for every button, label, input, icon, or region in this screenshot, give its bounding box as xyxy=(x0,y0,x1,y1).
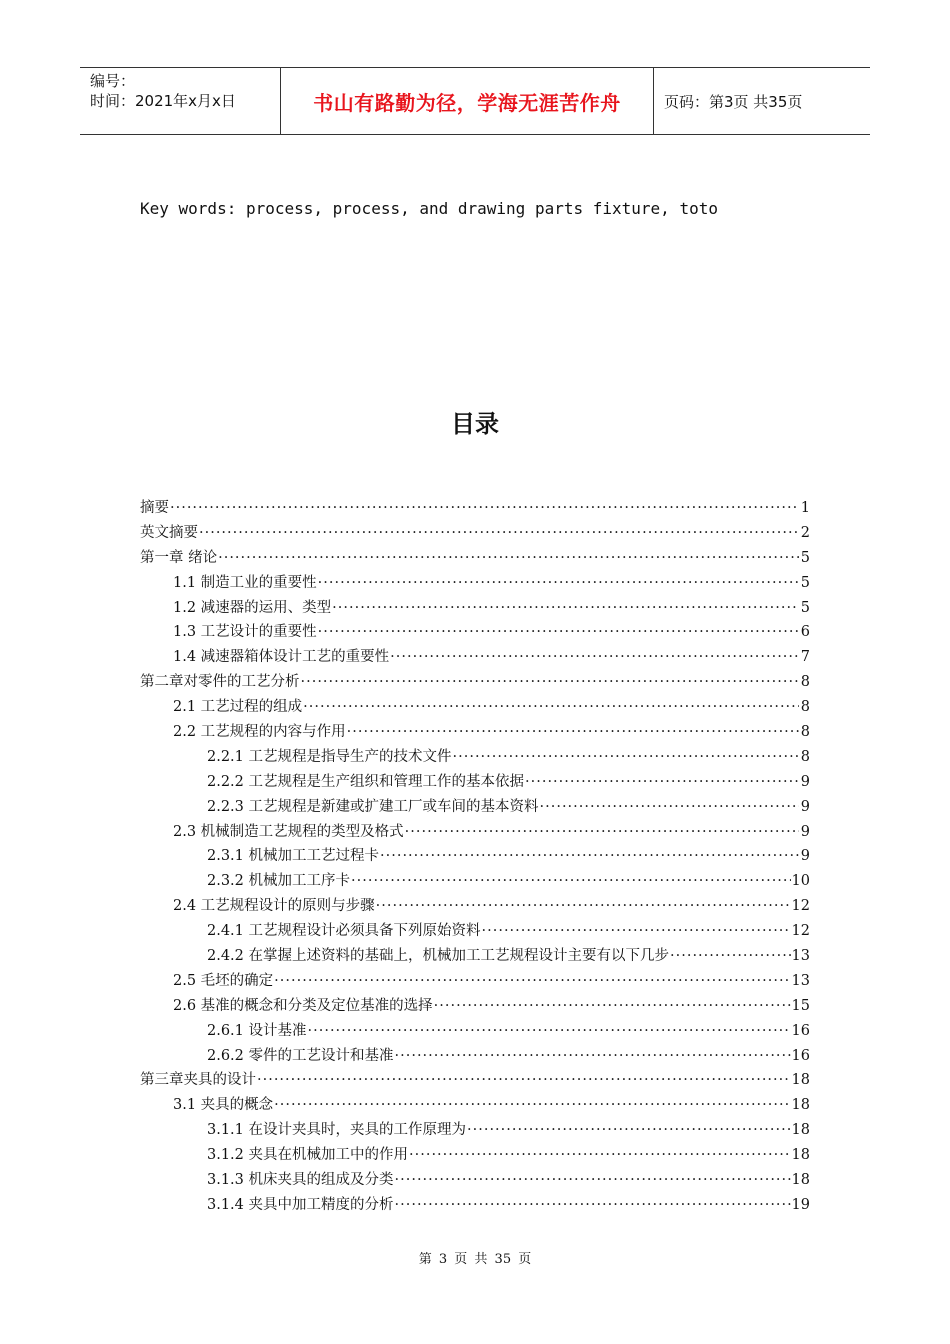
toc-entry-label: 3.1 夹具的概念 xyxy=(173,1097,274,1114)
toc-entry-page: 18 xyxy=(791,1122,810,1139)
toc-leader-dots xyxy=(467,1118,791,1143)
table-of-contents xyxy=(140,496,810,1218)
toc-entry[interactable] xyxy=(140,820,810,845)
toc-entry[interactable] xyxy=(140,944,810,969)
toc-entry-page: 12 xyxy=(791,923,810,940)
toc-leader-dots xyxy=(482,919,791,944)
toc-leader-dots xyxy=(318,571,799,596)
toc-entry-label: 3.1.2 夹具在机械加工中的作用 xyxy=(207,1147,409,1164)
toc-leader-dots xyxy=(257,1068,791,1093)
toc-entry-page: 9 xyxy=(800,798,810,815)
toc-entry-page: 9 xyxy=(800,773,810,790)
toc-leader-dots xyxy=(301,670,800,695)
toc-entry-label: 2.6.1 设计基准 xyxy=(207,1022,307,1039)
toc-entry[interactable] xyxy=(140,1168,810,1193)
toc-entry[interactable] xyxy=(140,1019,810,1044)
toc-entry-page: 5 xyxy=(800,549,810,566)
toc-entry-label: 2.5 毛坯的确定 xyxy=(173,972,274,989)
toc-leader-dots xyxy=(395,1193,791,1218)
toc-entry-page: 13 xyxy=(791,948,810,965)
toc-entry[interactable] xyxy=(140,745,810,770)
toc-entry-label: 2.6.2 零件的工艺设计和基准 xyxy=(207,1047,394,1064)
toc-entry[interactable] xyxy=(140,1143,810,1168)
toc-entry[interactable] xyxy=(140,596,810,621)
toc-entry[interactable] xyxy=(140,521,810,546)
header-meta xyxy=(80,68,281,134)
toc-entry-label: 3.1.1 在设计夹具时，夹具的工作原理为 xyxy=(207,1122,467,1139)
toc-entry-page: 16 xyxy=(791,1047,810,1064)
header-motto: 书山有路勤为径，学海无涯苦作舟 xyxy=(281,68,654,134)
toc-entry[interactable] xyxy=(140,795,810,820)
toc-entry-label: 3.1.3 机床夹具的组成及分类 xyxy=(207,1172,394,1189)
toc-leader-dots xyxy=(405,820,799,845)
toc-entry[interactable] xyxy=(140,670,810,695)
toc-entry-label: 第三章夹具的设计 xyxy=(140,1072,256,1089)
toc-entry-label: 第二章对零件的工艺分析 xyxy=(140,674,300,691)
toc-leader-dots xyxy=(274,1093,790,1118)
toc-entry-label: 2.2.3 工艺规程是新建或扩建工厂或车间的基本资料 xyxy=(207,798,539,815)
toc-leader-dots xyxy=(376,894,791,919)
toc-leader-dots xyxy=(308,1019,791,1044)
header-page-info: 页码：第3页 共35页 xyxy=(664,92,803,111)
toc-leader-dots xyxy=(218,546,799,571)
toc-entry-page: 6 xyxy=(800,624,810,641)
toc-entry-label: 2.6 基准的概念和分类及定位基准的选择 xyxy=(173,997,433,1014)
toc-leader-dots xyxy=(351,869,791,894)
toc-entry-label: 1.3 工艺设计的重要性 xyxy=(173,624,317,641)
toc-entry-label: 2.4.1 工艺规程设计必须具备下列原始资料 xyxy=(207,923,481,940)
toc-entry-page: 1 xyxy=(800,500,810,516)
toc-entry[interactable] xyxy=(140,894,810,919)
toc-leader-dots xyxy=(303,695,799,720)
number-label: 编号： xyxy=(90,72,136,90)
toc-leader-dots xyxy=(170,496,799,521)
toc-entry-label: 第一章 绪论 xyxy=(140,549,218,566)
toc-entry[interactable] xyxy=(140,645,810,670)
toc-entry[interactable] xyxy=(140,620,810,645)
toc-entry[interactable] xyxy=(140,969,810,994)
toc-leader-dots xyxy=(332,596,799,621)
toc-leader-dots xyxy=(395,1168,791,1193)
toc-entry-label: 2.3.2 机械加工工序卡 xyxy=(207,873,351,890)
toc-entry-label: 1.1 制造工业的重要性 xyxy=(173,574,317,591)
toc-leader-dots xyxy=(395,1044,791,1069)
toc-entry-page: 19 xyxy=(791,1196,810,1213)
toc-entry-page: 10 xyxy=(791,873,810,890)
toc-entry-label: 2.4.2 在掌握上述资料的基础上，机械加工工艺规程设计主要有以下几步 xyxy=(207,948,670,965)
toc-entry-label: 1.4 减速器箱体设计工艺的重要性 xyxy=(173,649,390,666)
toc-leader-dots xyxy=(453,745,799,770)
toc-entry-label: 2.3.1 机械加工工艺过程卡 xyxy=(207,848,380,865)
toc-entry-page: 5 xyxy=(800,599,810,616)
toc-entry[interactable] xyxy=(140,869,810,894)
toc-entry-label: 摘要 xyxy=(140,500,169,516)
toc-entry[interactable] xyxy=(140,1044,810,1069)
toc-entry-page: 7 xyxy=(800,649,810,666)
toc-entry-page: 9 xyxy=(800,848,810,865)
toc-entry[interactable] xyxy=(140,1193,810,1218)
toc-leader-dots xyxy=(525,770,799,795)
toc-entry-label: 英文摘要 xyxy=(140,524,198,541)
toc-entry-label: 2.2.2 工艺规程是生产组织和管理工作的基本依据 xyxy=(207,773,525,790)
toc-entry-page: 9 xyxy=(800,823,810,840)
toc-entry[interactable] xyxy=(140,770,810,795)
toc-entry-label: 1.2 减速器的运用、类型 xyxy=(173,599,332,616)
toc-leader-dots xyxy=(199,521,799,546)
toc-leader-dots xyxy=(318,620,799,645)
keywords-line: Key words: process, process, and drawing parts fixture, toto xyxy=(140,199,718,218)
toc-entry-page: 16 xyxy=(791,1022,810,1039)
toc-entry[interactable] xyxy=(140,571,810,596)
toc-entry-page: 18 xyxy=(791,1147,810,1164)
toc-entry-page: 12 xyxy=(791,898,810,915)
toc-leader-dots xyxy=(347,720,799,745)
toc-leader-dots xyxy=(380,844,799,869)
toc-leader-dots xyxy=(434,994,791,1019)
toc-leader-dots xyxy=(274,969,790,994)
toc-entry-page: 8 xyxy=(800,748,810,765)
toc-entry[interactable] xyxy=(140,994,810,1019)
page-footer: 第 3 页 共 35 页 xyxy=(418,1252,532,1267)
time-label: 时间：2021年x月x日 xyxy=(90,92,236,110)
toc-leader-dots xyxy=(409,1143,791,1168)
toc-entry[interactable] xyxy=(140,1068,810,1093)
toc-entry-page: 8 xyxy=(800,674,810,691)
toc-entry-page: 18 xyxy=(791,1172,810,1189)
toc-leader-dots xyxy=(670,944,791,969)
toc-entry-page: 2 xyxy=(800,524,810,541)
toc-entry-page: 5 xyxy=(800,574,810,591)
toc-entry[interactable] xyxy=(140,720,810,745)
toc-leader-dots xyxy=(390,645,799,670)
toc-entry-page: 13 xyxy=(791,972,810,989)
toc-entry-label: 2.3 机械制造工艺规程的类型及格式 xyxy=(173,823,404,840)
toc-entry-label: 3.1.4 夹具中加工精度的分析 xyxy=(207,1196,394,1213)
toc-entry-page: 18 xyxy=(791,1097,810,1114)
toc-entry-label: 2.2 工艺规程的内容与作用 xyxy=(173,724,346,741)
toc-entry-label: 2.1 工艺过程的组成 xyxy=(173,699,303,716)
toc-leader-dots xyxy=(540,795,799,820)
page-header xyxy=(80,67,870,135)
toc-entry-page: 8 xyxy=(800,724,810,741)
toc-entry-page: 15 xyxy=(791,997,810,1014)
toc-entry[interactable] xyxy=(140,546,810,571)
toc-entry[interactable] xyxy=(140,1093,810,1118)
toc-entry[interactable] xyxy=(140,1118,810,1143)
toc-entry[interactable] xyxy=(140,695,810,720)
toc-entry-label: 2.2.1 工艺规程是指导生产的技术文件 xyxy=(207,748,452,765)
toc-entry[interactable] xyxy=(140,919,810,944)
toc-entry-label: 2.4 工艺规程设计的原则与步骤 xyxy=(173,898,375,915)
toc-entry[interactable] xyxy=(140,496,810,521)
toc-entry-page: 18 xyxy=(791,1072,810,1089)
toc-entry[interactable] xyxy=(140,844,810,869)
toc-title: 目录 xyxy=(451,410,499,438)
toc-entry-page: 8 xyxy=(800,699,810,716)
